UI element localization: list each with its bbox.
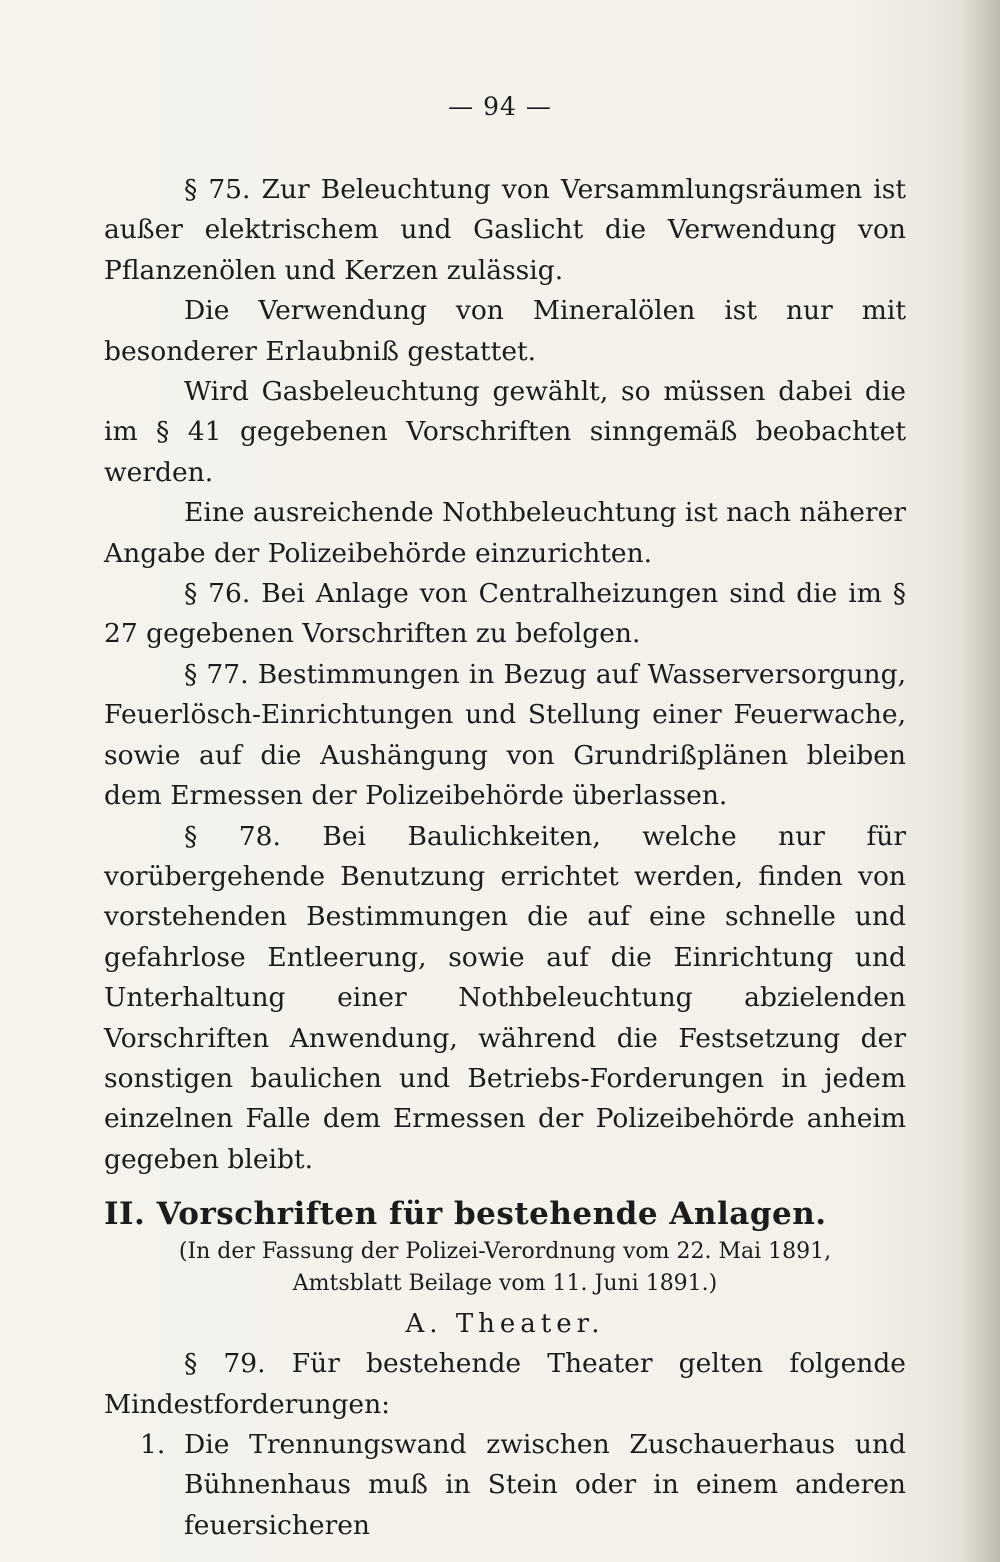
list-item-number: 1.: [140, 1428, 166, 1460]
paragraph-76: § 76. Bei Anlage von Centralheizungen sind die im § 27 gegebenen Vorschriften zu befolgen.: [104, 578, 906, 650]
section-note-line2: Amtsblatt Beilage vom 11. Juni 1891.): [292, 1271, 718, 1297]
paragraph-nothbeleuchtung: Eine ausreichende Nothbeleuchtung ist nach näherer Angabe der Polizeibehörde einzurichten.: [104, 497, 906, 569]
paragraph-79: § 79. Für bestehende Theater gelten folgende Mindestforderungen:: [104, 1348, 906, 1420]
page-body: [104, 170, 906, 1546]
section-note-line1: (In der Fassung der Polizei-Verordnung vom 22. Mai 1891,: [178, 1239, 832, 1265]
paragraph-78: § 78. Bei Baulichkeiten, welche nur für vorübergehende Benutzung errichtet werden, finden von vorstehenden Bestimmungen die auf eine schnelle und gefahrlose Entleerung, sowie auf die Einrichtung und Unterhaltung einer Nothbeleuchtung abzielenden Vorschriften Anwendung, während die Festsetzung der sonstigen baulichen und Betriebs-Forderungen in jedem einzelnen Falle dem Ermessen der Polizeibehörde anheim gegeben bleibt.: [104, 820, 906, 1175]
page-binding-edge: [958, 0, 1000, 1562]
section-title: II. Vorschriften für bestehende Anlagen.: [104, 1196, 827, 1233]
paragraph-gasbeleuchtung: Wird Gasbeleuchtung gewählt, so müssen dabei die im § 41 gegebenen Vorschriften sinngemäß beobachtet werden.: [104, 376, 906, 488]
paragraph-77: § 77. Bestimmungen in Bezug auf Wasserversorgung, Feuerlösch-Einrichtungen und Stellung einer Feuerwache, sowie auf die Aushängung von Grundrißplänen bleiben dem Ermessen der Polizeibehörde überlassen.: [104, 658, 906, 812]
paragraph-mineraloele: Die Verwendung von Mineralölen ist nur mit besonderer Erlaubniß gestattet.: [104, 295, 906, 367]
list-item-text: Die Trennungswand zwischen Zuschauerhaus und Bühnenhaus muß in Stein oder in einem anderen feuersicheren: [184, 1428, 906, 1541]
subsection-heading: A. Theater.: [405, 1309, 605, 1340]
paragraph-75: § 75. Zur Beleuchtung von Versammlungsräumen ist außer elektrischem und Gaslicht die Verwendung von Pflanzenölen und Kerzen zulässig.: [104, 174, 906, 286]
list-item: [104, 1425, 906, 1546]
page-number: — 94 —: [448, 92, 552, 121]
